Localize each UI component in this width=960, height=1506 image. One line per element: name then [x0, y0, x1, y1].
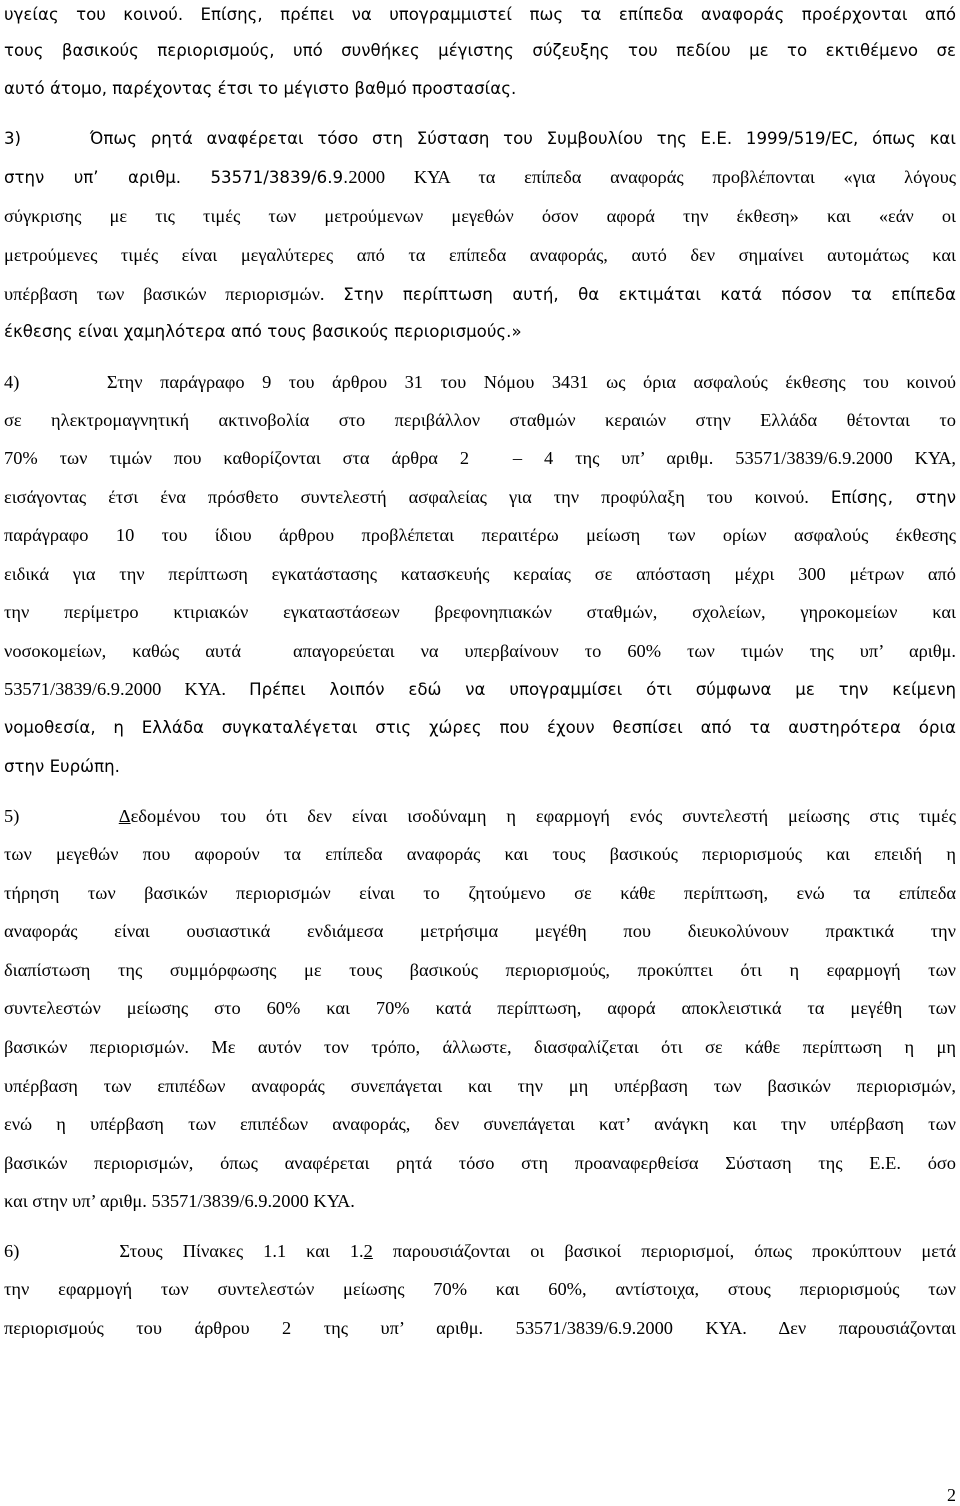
text-segment: αναφοράς είναι ουσιαστικά ενδιάμεσα μετρήσιμα μεγέθη που διευκολύνουν πρακτικά την: [4, 921, 956, 941]
text-line: [4, 1112, 956, 1138]
text-segment: παράγραφο 10 του ίδιου άρθρου προβλέπεται περαιτέρω μείωση των ορίων ασφαλούς έκθεσης: [4, 525, 956, 545]
text-line: [4, 1074, 956, 1100]
text-segment: έκθεσης είναι χαμηλότερα από τους βασικούς περιορισμούς.»: [4, 322, 522, 341]
text-segment: σε ηλεκτρομαγνητική ακτινοβολία στο περιβάλλον σταθμών κεραιών στην Ελλάδα θέτονται το: [4, 410, 956, 430]
text-line: [4, 996, 956, 1022]
text-segment: 2000 ΚΥΑ τα επίπεδα αναφοράς προβλέπονται «για λόγους: [348, 167, 956, 187]
text-segment: υπέρβαση των επιπέδων αναφοράς συνεπάγεται και την μη υπέρβαση των βασικών περιορισμών,: [4, 1076, 956, 1096]
text-segment: 2: [363, 1241, 373, 1261]
text-segment: νοσοκομείων, καθώς αυτά απαγορεύεται να υπερβαίνουν το 60% των τιμών της υπ’ αριθμ.: [4, 641, 956, 661]
text-line: [4, 804, 956, 830]
text-segment: μετρούμενες τιμές είναι μεγαλύτερες από τα επίπεδα αναφοράς, αυτό δεν σημαίνει αυτομάτως και: [4, 245, 956, 265]
text-segment: βασικών περιορισμών, όπως αναφέρεται ρητά τόσο στη προαναφερθείσα Σύσταση της Ε.Ε. όσο: [4, 1153, 956, 1173]
text-line: [4, 1151, 956, 1177]
text-segment: σύγκρισης με τις τιμές των μετρούμενων μεγεθών όσον αφορά την έκθεση» και «εάν οι: [4, 206, 956, 226]
text-segment: τήρηση των βασικών περιορισμών είναι το ζητούμενο σε κάθε περίπτωση, ενώ τα επίπεδα: [4, 883, 956, 903]
text-line: [4, 446, 956, 472]
text-line: [4, 881, 956, 907]
text-line: [4, 408, 956, 434]
text-segment: ενώ η υπέρβαση των επιπέδων αναφοράς, δεν συνεπάγεται κατ’ ανάγκη και την υπέρβαση των: [4, 1114, 956, 1134]
text-line: [4, 282, 956, 308]
text-segment: 3) Όπως ρητά αναφέρεται τόσο στη Σύσταση του Συμβουλίου της Ε.Ε. 1999/519/ΕC, όπως και: [4, 129, 956, 148]
page-number: 2: [947, 1485, 956, 1505]
text-segment: εδομένου του ότι δεν είναι ισοδύναμη η εφαρμογή ενός συντελεστή μείωσης στις τιμές: [130, 806, 957, 826]
text-segment: την περίμετρο κτιριακών εγκαταστάσεων βρεφονηπιακών σταθμών, σχολείων, γηροκομείων και: [4, 602, 956, 622]
text-segment: διαπίστωση της συμμόρφωσης με τους βασικούς περιορισμούς, προκύπτει ότι η εφαρμογή των: [4, 960, 956, 980]
text-segment: 53571/3839/6.9.2000 ΚΥΑ.: [4, 679, 250, 699]
text-segment: Στην περίπτωση αυτή, θα εκτιμάται κατά πόσον τα επίπεδα: [343, 285, 956, 304]
text-line: [4, 1239, 956, 1265]
text-line: [4, 127, 956, 152]
text-segment: στην υπ’ αριθμ. 53571/3839/6.9.: [4, 168, 349, 187]
text-segment: την εφαρμογή των συντελεστών μείωσης 70% και 60%, αντίστοιχα, στους περιορισμούς των: [4, 1279, 956, 1299]
text-segment: 70% των τιμών που καθορίζονται στα άρθρα 2 – 4 της υπ’ αριθμ. 53571/3839/6.9.2000 ΚΥΑ,: [4, 448, 956, 468]
text-segment: στην Ευρώπη.: [4, 757, 120, 776]
text-segment: υπέρβαση των βασικών περιορισμών.: [4, 284, 344, 304]
text-line: [4, 562, 956, 588]
text-segment: 4) Στην παράγραφο 9 του άρθρου 31 του Νόμου 3431 ως όρια ασφαλούς έκθεσης του κοινού: [4, 372, 956, 392]
text-line: [4, 204, 956, 230]
text-line: [4, 842, 956, 868]
text-segment: παρουσιάζονται οι βασικοί περιορισμοί, όπως προκύπτουν μετά: [372, 1241, 957, 1261]
text-line: [4, 320, 956, 345]
text-line: [4, 639, 956, 665]
text-line: [4, 919, 956, 945]
text-segment: των μεγεθών που αφορούν τα επίπεδα αναφοράς και τους βασικούς περιορισμούς και επειδή η: [4, 844, 956, 864]
text-segment: συντελεστών μείωσης στο 60% και 70% κατά περίπτωση, αφορά αποκλειστικά τα μεγέθη των: [4, 998, 956, 1018]
text-line: [4, 1277, 956, 1303]
text-segment: 5): [4, 806, 119, 826]
text-segment: αυτό άτομο, παρέχοντας έτσι το μέγιστο βαθμό προστασίας.: [4, 79, 517, 98]
text-segment: περιορισμούς του άρθρου 2 της υπ’ αριθμ. 53571/3839/6.9.2000 ΚΥΑ. Δεν παρουσιάζονται: [4, 1318, 956, 1338]
text-segment: 6) Στους Πίνακες 1.1 και 1.: [4, 1241, 364, 1261]
text-line: [4, 370, 956, 396]
text-line: [4, 1189, 956, 1215]
text-segment: Πρέπει λοιπόν εδώ να υπογραμμίσει ότι σύμφωνα με την κείμενη: [249, 680, 956, 699]
text-line: [4, 677, 956, 703]
text-segment: εισάγοντας έτσι ένα πρόσθετο συντελεστή ασφαλείας για την προφύλαξη του κοινού.: [4, 487, 831, 507]
text-segment: και στην υπ’ αριθμ. 53571/3839/6.9.2000 ΚΥΑ.: [4, 1191, 355, 1211]
text-line: [4, 755, 956, 780]
text-segment: υγείας του κοινού. Επίσης, πρέπει να υπογραμμιστεί πως τα επίπεδα αναφοράς προέρχονται από: [4, 5, 956, 24]
text-segment: Δ: [118, 806, 131, 826]
text-line: [4, 958, 956, 984]
text-line: [4, 1316, 956, 1342]
text-line: [4, 523, 956, 549]
text-line: [4, 243, 956, 269]
text-line: [4, 716, 956, 741]
text-line: [4, 165, 956, 191]
text-line: [4, 600, 956, 626]
text-line: [4, 485, 956, 511]
text-segment: Επίσης, στην: [830, 488, 956, 507]
text-segment: τους βασικούς περιορισμούς, υπό συνθήκες μέγιστης σύζευξης του πεδίου με το εκτιθέμενο σε: [4, 41, 956, 60]
text-line: [4, 39, 956, 64]
text-segment: ειδικά για την περίπτωση εγκατάστασης κατασκευής κεραίας σε απόσταση μέχρι 300 μέτρων από: [4, 564, 956, 584]
text-line: [4, 3, 956, 28]
text-segment: νομοθεσία, η Ελλάδα συγκαταλέγεται στις χώρες που έχουν θεσπίσει από τα αυστηρότερα όρια: [4, 718, 956, 737]
text-segment: βασικών περιορισμών. Με αυτόν τον τρόπο, άλλωστε, διασφαλίζεται ότι σε κάθε περίπτωση η μη: [4, 1037, 956, 1057]
text-line: [4, 1035, 956, 1061]
text-line: [4, 77, 956, 102]
